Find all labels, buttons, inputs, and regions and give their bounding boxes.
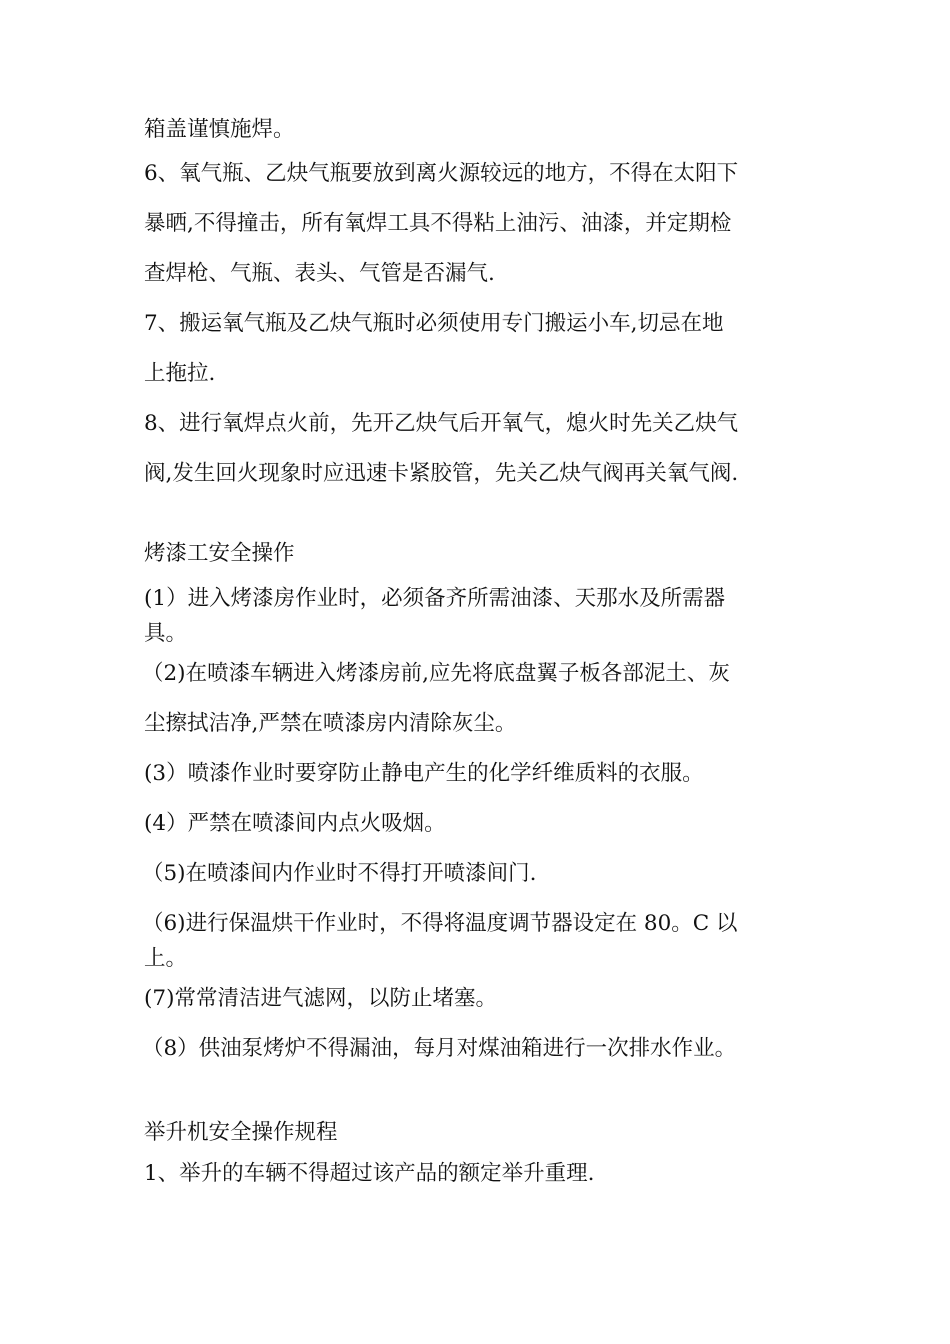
text-line: (1）进入烤漆房作业时，必须备齐所需油漆、天那水及所需器: [144, 586, 726, 611]
text-line: 7、搬运氧气瓶及乙炔气瓶时必须使用专门搬运小车,切忌在地: [144, 311, 724, 336]
text-line: （8）供油泵烤炉不得漏油，每月对煤油箱进行一次排水作业。: [142, 1036, 737, 1061]
text-line: 查焊枪、气瓶、表头、气管是否漏气.: [144, 261, 495, 286]
text-line: 上拖拉.: [144, 361, 216, 386]
text-line: （5)在喷漆间内作业时不得打开喷漆间门.: [142, 861, 537, 886]
text-line: 暴晒,不得撞击，所有氧焊工具不得粘上油污、油漆，并定期检: [144, 211, 732, 236]
text-line: 尘擦拭洁净,严禁在喷漆房内清除灰尘。: [144, 711, 517, 736]
section-heading: 烤漆工安全操作: [144, 541, 295, 566]
text-line: (4）严禁在喷漆间内点火吸烟。: [144, 811, 446, 836]
text-line: 8、进行氧焊点火前，先开乙炔气后开氧气，熄火时先关乙炔气: [144, 411, 739, 436]
text-line: 阀,发生回火现象时应迅速卡紧胶管，先关乙炔气阀再关氧气阀.: [144, 461, 739, 486]
text-line: 具。: [144, 621, 188, 646]
text-line: 箱盖谨慎施焊。: [144, 117, 295, 142]
section-heading: 举升机安全操作规程: [144, 1120, 338, 1145]
text-line: （2)在喷漆车辆进入烤漆房前,应先将底盘翼子板各部泥土、灰: [142, 661, 730, 686]
text-line: 1、举升的车辆不得超过该产品的额定举升重理.: [144, 1161, 595, 1186]
text-line: (3）喷漆作业时要穿防止静电产生的化学纤维质料的衣服。: [144, 761, 704, 786]
text-line: （6)进行保温烘干作业时，不得将温度调节器设定在 80。C 以: [142, 911, 738, 936]
text-line: 6、氧气瓶、乙炔气瓶要放到离火源较远的地方，不得在太阳下: [144, 161, 739, 186]
text-line: (7)常常清洁进气滤网，以防止堵塞。: [144, 986, 497, 1011]
text-line: 上。: [144, 946, 188, 971]
